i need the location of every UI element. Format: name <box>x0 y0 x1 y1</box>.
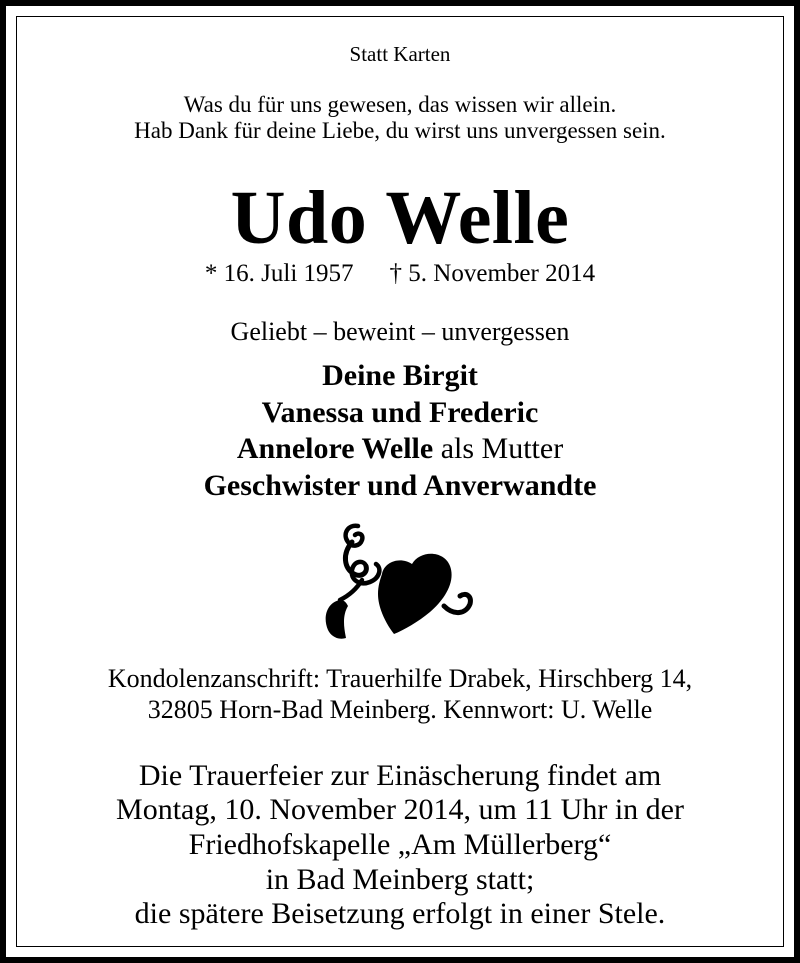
verse-line-1: Was du für uns gewesen, das wissen wir allein. <box>183 92 617 117</box>
life-dates <box>0 261 800 286</box>
address-line-1: Kondolenzanschrift: Trauerhilfe Drabek, Hirschberg 14, <box>107 664 693 693</box>
family-line-3-name: Annelore Welle <box>236 432 434 465</box>
family-line-2: Vanessa und Frederic <box>261 396 539 429</box>
service-line-1: Die Trauerfeier zur Einäscherung findet am <box>138 759 662 792</box>
family-line-4: Geschwister und Anverwandte <box>203 469 597 502</box>
header-text: Statt Karten <box>349 42 451 66</box>
family-line-3 <box>0 434 800 464</box>
address-line-2: 32805 Horn-Bad Meinberg. Kennwort: U. Welle <box>147 695 653 724</box>
service-line-2: Montag, 10. November 2014, um 11 Uhr in der <box>116 793 684 826</box>
motto: Geliebt – beweint – unvergessen <box>230 317 570 346</box>
service-line-3: Friedhofskapelle „Am Müllerberg“ <box>188 828 612 861</box>
birth-date: * 16. Juli 1957 <box>204 260 354 287</box>
family-line-3-suffix: als Mutter <box>433 432 564 465</box>
service-line-5: die spätere Beisetzung erfolgt in einer Stele. <box>134 897 666 930</box>
death-date: † 5. November 2014 <box>389 260 596 287</box>
verse-line-2: Hab Dank für deine Liebe, du wirst uns unvergessen sein. <box>134 118 666 143</box>
heart-with-leaf-icon <box>320 520 475 645</box>
service-line-4: in Bad Meinberg statt; <box>265 863 535 896</box>
deceased-name: Udo Welle <box>230 176 570 260</box>
family-line-1: Deine Birgit <box>322 359 478 392</box>
